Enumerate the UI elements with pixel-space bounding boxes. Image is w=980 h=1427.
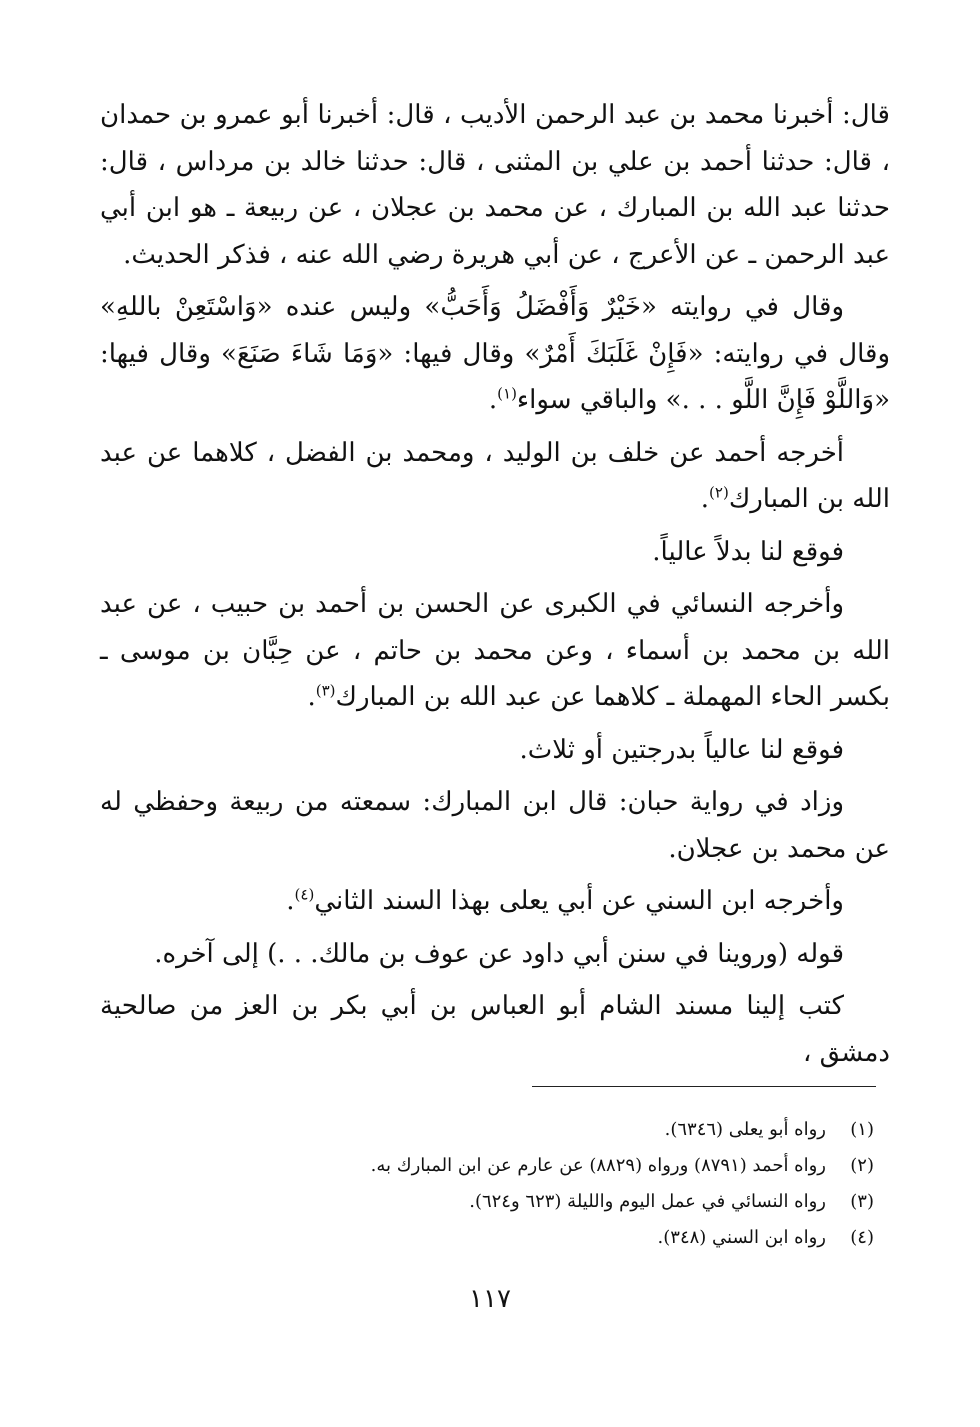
paragraph-4-text: فوقع لنا بدلاً عالياً. (652, 536, 844, 567)
paragraph-7-text: وزاد في رواية حبان: قال ابن المبارك: سمعته من ربيعة وحفظي له عن محمد بن عجلان. (100, 787, 890, 864)
footnote-number: (٢) (850, 1155, 874, 1176)
paragraph-4 (100, 529, 890, 576)
paragraph-2 (100, 284, 890, 424)
footnotes (114, 1112, 874, 1256)
paragraph-6 (100, 727, 890, 774)
paragraph-8 (100, 878, 890, 925)
paragraph-6-text: فوقع لنا عالياً بدرجتين أو ثلاث. (519, 734, 844, 765)
paragraph-3 (100, 430, 890, 523)
paragraph-10-text: كتب إلينا مسند الشام أبو العباس بن أبي بكر بن العز من صالحية دمشق ، (100, 991, 890, 1068)
footnote-2 (114, 1148, 874, 1184)
footnote-text: رواه ابن السني (٣٤٨). (657, 1227, 826, 1248)
paragraph-5 (100, 581, 890, 721)
paragraph-3-text: أخرجه أحمد عن خلف بن الوليد ، ومحمد بن الفضل ، كلاهما عن عبد الله بن المبارك (100, 437, 890, 514)
paragraph-3-tail: . (700, 484, 710, 514)
paragraph-1-text: قال: أخبرنا محمد بن عبد الرحمن الأديب ، قال: أخبرنا أبو عمرو بن حمدان ، قال: حدثنا أحمد بن علي بن المثنى ، قال: حدثنا خالد بن مرداس ، قال: حدثنا عبد الله بن المبارك ، عن محمد بن عجلان ، عن ربيعة ـ هو ابن أبي عبد الرحمن ـ عن الأعرج ، عن أبي هريرة رضي الله عنه ، فذكر الحديث. (100, 100, 890, 270)
paragraph-9-text: قوله (وروينا في سنن أبي داود عن عوف بن مالك. . .) إلى آخره. (154, 938, 844, 969)
footnote-text: رواه أبو يعلى (٦٣٤٦). (664, 1119, 826, 1140)
footnote-3 (114, 1184, 874, 1220)
footnote-text: رواه النسائي في عمل اليوم والليلة (٦٢٣ و٦٢٤). (469, 1191, 826, 1212)
footnote-divider (532, 1086, 876, 1087)
main-text (100, 92, 890, 1082)
paragraph-10 (100, 983, 890, 1076)
paragraph-7 (100, 779, 890, 872)
paragraph-2-tail: . (488, 385, 498, 415)
footnote-4 (114, 1220, 874, 1256)
footnote-text: رواه أحمد (٨٧٩١) ورواه (٨٨٢٩) عن عارم عن ابن المبارك به. (370, 1155, 826, 1176)
paragraph-8-tail: . (286, 886, 295, 916)
paragraph-5-tail: . (307, 682, 316, 712)
footnote-number: (٣) (850, 1191, 874, 1212)
footnote-ref-1[interactable]: (١) (497, 384, 517, 403)
footnote-ref-3[interactable]: (٣) (315, 681, 336, 700)
footnote-number: (٤) (850, 1227, 874, 1248)
paragraph-9 (100, 931, 890, 978)
page-number: ١١٧ (469, 1284, 511, 1314)
paragraph-2-text: وقال في روايته «خَيْرٌ وَأَفْضَلُ وَأَحَبُّ» وليس عنده «وَاسْتَعِنْ باللهِ» وقال في روايته: «فَإِنْ غَلَبَكَ أَمْرٌ» وقال فيها: «وَمَا شَاءَ صَنَعَ» وقال فيها: «وَاللَّوْ فَإِنَّ اللَّو . . .» والباقي سواء (100, 292, 890, 415)
paragraph-8-text: وأخرجه ابن السني عن أبي يعلى بهذا السند الثاني (314, 886, 844, 916)
footnote-ref-4[interactable]: (٤) (294, 885, 315, 904)
footnote-ref-2[interactable]: (٢) (709, 483, 729, 502)
footnote-number: (١) (850, 1119, 874, 1140)
footnote-1 (114, 1112, 874, 1148)
paragraph-5-text: وأخرجه النسائي في الكبرى عن الحسن بن أحمد بن حبيب ، عن عبد الله بن محمد بن أسماء ، وعن محمد بن حاتم ، عن حِبَّان بن موسى ـ بكسر الحاء المهملة ـ كلاهما عن عبد الله بن المبارك (100, 589, 890, 712)
paragraph-1 (100, 92, 890, 278)
